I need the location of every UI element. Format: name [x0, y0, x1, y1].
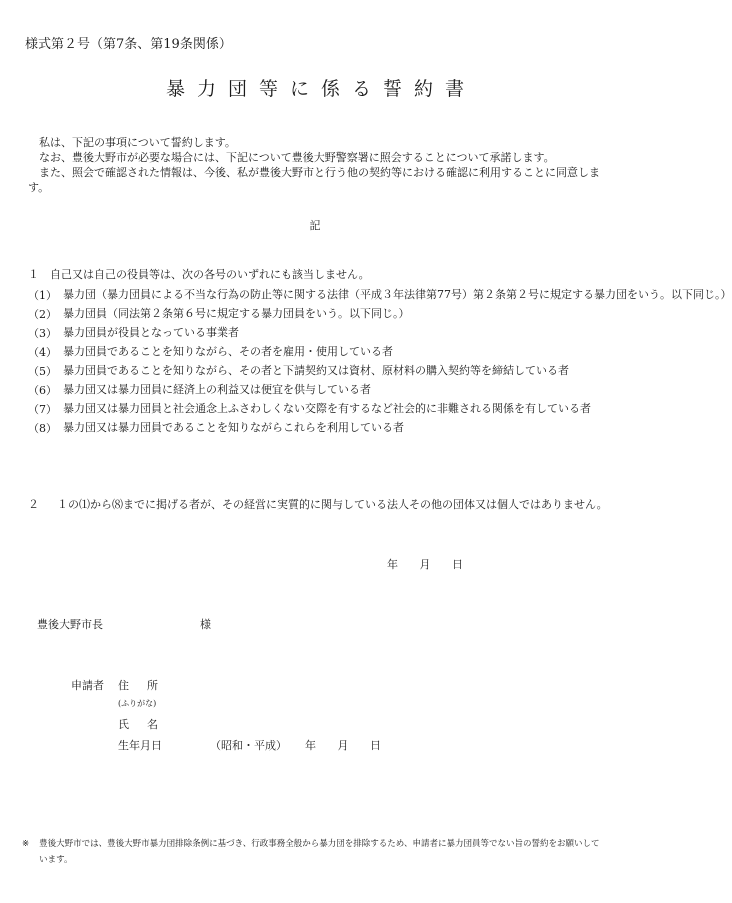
footnote-text: 豊後大野市では、豊後大野市暴力団排除条例に基づき、行政事務全般から暴力団を排除するため、申請者に暴力団員等でない旨の誓約をお願いしています。 [39, 839, 600, 865]
date-year-label: 年 [387, 558, 398, 571]
item-number: （5） [28, 365, 57, 378]
item-number: （2） [28, 308, 57, 321]
list-item [28, 419, 608, 438]
list-item [28, 362, 608, 381]
section2-number: ２ [28, 498, 39, 511]
item-number: （6） [28, 384, 57, 397]
date-day-label: 日 [452, 558, 463, 571]
section2-text: １の⑴から⑻までに掲げる者が、その経営に実質的に関与している法人その他の団体又は個人ではありません。 [57, 498, 608, 511]
item-text: 暴力団員であることを知りながら、その者を雇用・使用している者 [63, 345, 393, 358]
ki-label: 記 [309, 219, 321, 232]
item-text: 暴力団又は暴力団員と社会通念上ふさわしくない交際を有するなど社会的に非難される関係を有している者 [63, 402, 591, 415]
address-label: 住所 [118, 679, 176, 692]
item-text: 暴力団員（同法第２条第６号に規定する暴力団員をいう。以下同じ。） [63, 307, 410, 320]
list-item [28, 400, 608, 419]
addressee-honorific: 様 [200, 618, 211, 631]
item-number: （1） [28, 289, 57, 302]
intro-paragraphs [28, 135, 608, 195]
item-text: 暴力団又は暴力団員に経済上の利益又は便宜を供与している者 [63, 383, 371, 396]
item-number: （4） [28, 346, 57, 359]
list-item [28, 305, 608, 324]
birthdate-fields [305, 737, 381, 753]
list-item [28, 324, 608, 343]
footnote [22, 836, 607, 868]
form-number: 様式第２号（第7条、第19条関係） [25, 37, 232, 52]
item-text: 暴力団又は暴力団員であることを知りながらこれらを利用している者 [63, 421, 404, 434]
submission-date [387, 556, 463, 572]
addressee-name: 豊後大野市長 [37, 618, 103, 631]
document-title: 暴力団等に係る誓約書 [165, 78, 476, 100]
birth-day-label: 日 [370, 739, 381, 752]
item-number: （7） [28, 403, 57, 416]
item-text: 暴力団員が役員となっている事業者 [63, 326, 239, 339]
birth-year-label: 年 [305, 739, 316, 752]
section1-items [28, 286, 732, 438]
intro-line: また、照会で確認された情報は、今後、私が豊後大野市と行う他の契約等における確認に利用することに同意します。 [28, 166, 600, 194]
footnote-mark: ※ [22, 839, 30, 849]
item-number: （8） [28, 422, 57, 435]
furigana-label: (ふりがな) [118, 699, 157, 708]
list-item [28, 286, 732, 305]
era-options: （昭和・平成） [210, 739, 287, 752]
item-number: （3） [28, 327, 57, 340]
list-item [28, 381, 608, 400]
intro-line: なお、豊後大野市が必要な場合には、下記について豊後大野警察署に照会することについて承諾します。 [39, 151, 555, 164]
section2 [28, 495, 618, 514]
birthdate-label: 生年月日 [118, 739, 162, 752]
date-month-label: 月 [419, 558, 431, 571]
birth-month-label: 月 [337, 739, 349, 752]
item-text: 暴力団員であることを知りながら、その者と下請契約又は資材、原材料の購入契約等を締結している者 [63, 364, 569, 377]
section1-heading: １ 自己又は自己の役員等は、次の各号のいずれにも該当しません。 [28, 268, 370, 281]
list-item [28, 343, 608, 362]
item-text: 暴力団（暴力団員による不当な行為の防止等に関する法律（平成３年法律第77号）第２条第２号に規定する暴力団をいう。以下同じ。） [63, 288, 732, 301]
intro-line: 私は、下記の事項について誓約します。 [39, 136, 236, 149]
applicant-label: 申請者 [71, 679, 104, 692]
name-label: 氏名 [118, 718, 176, 731]
